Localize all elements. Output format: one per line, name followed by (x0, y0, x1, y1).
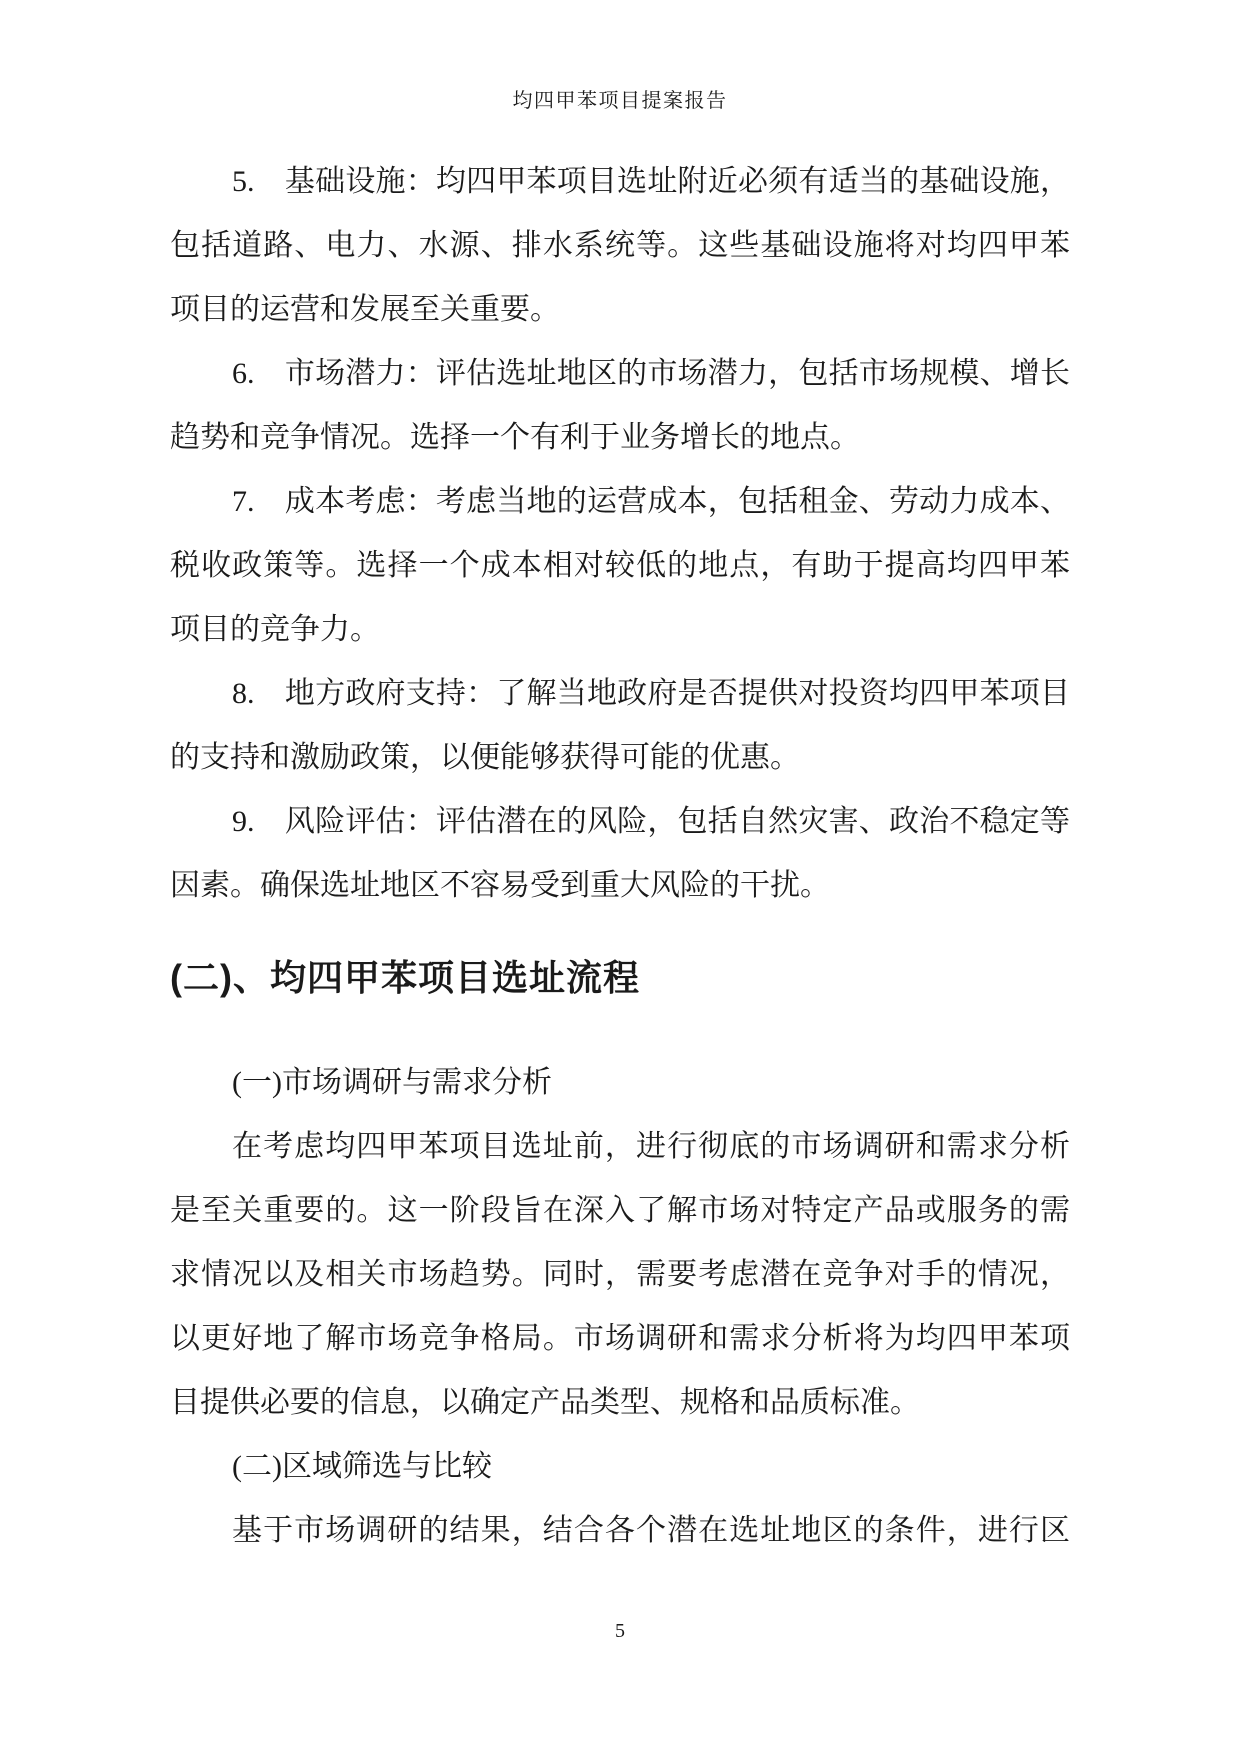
text-line: 项目的运营和发展至关重要。 (170, 293, 560, 326)
text-line: 5. 基础设施：均四甲苯项目选址附近必须有适当的基础设施， (232, 165, 1070, 198)
paragraph (170, 662, 1070, 790)
paragraph (170, 790, 1070, 918)
paragraph (170, 1115, 1070, 1435)
text-line: 目提供必要的信息，以确定产品类型、规格和品质标准。 (170, 1386, 920, 1419)
page-number: 5 (615, 1620, 625, 1642)
text-line: (二)区域筛选与比较 (232, 1450, 492, 1483)
paragraph (170, 1499, 1070, 1563)
text-line: (一)市场调研与需求分析 (232, 1066, 552, 1099)
text-line: 税收政策等。选择一个成本相对较低的地点，有助于提高均四甲苯 (170, 549, 1070, 582)
section-heading: (二)、均四甲苯项目选址流程 (170, 957, 640, 998)
text-line: 在考虑均四甲苯项目选址前，进行彻底的市场调研和需求分析 (232, 1130, 1070, 1163)
paragraph (170, 150, 1070, 342)
text-line: 求情况以及相关市场趋势。同时，需要考虑潜在竞争对手的情况， (170, 1258, 1070, 1291)
text-line: 7. 成本考虑：考虑当地的运营成本，包括租金、劳动力成本、 (232, 485, 1070, 518)
subsection-heading (170, 1051, 1070, 1115)
paragraph (170, 342, 1070, 470)
paragraph (170, 470, 1070, 662)
page-header (0, 84, 1240, 113)
text-line: 趋势和竞争情况。选择一个有利于业务增长的地点。 (170, 421, 860, 454)
text-line: 6. 市场潜力：评估选址地区的市场潜力，包括市场规模、增长 (232, 357, 1070, 390)
text-line: 8. 地方政府支持：了解当地政府是否提供对投资均四甲苯项目 (232, 677, 1070, 710)
text-line: 包括道路、电力、水源、排水系统等。这些基础设施将对均四甲苯 (170, 229, 1070, 262)
text-line: 项目的竞争力。 (170, 613, 380, 646)
text-line: 的支持和激励政策，以便能够获得可能的优惠。 (170, 741, 800, 774)
text-line: 是至关重要的。这一阶段旨在深入了解市场对特定产品或服务的需 (170, 1194, 1070, 1227)
text-line: 因素。确保选址地区不容易受到重大风险的干扰。 (170, 869, 830, 902)
document-body (170, 150, 1070, 1563)
text-line: 以更好地了解市场竞争格局。市场调研和需求分析将为均四甲苯项 (170, 1322, 1070, 1355)
page-header-title: 均四甲苯项目提案报告 (512, 90, 728, 112)
subsection-heading (170, 1435, 1070, 1499)
page-footer (0, 1620, 1240, 1643)
text-line: 基于市场调研的结果，结合各个潜在选址地区的条件，进行区 (232, 1514, 1070, 1547)
text-line: 9. 风险评估：评估潜在的风险，包括自然灾害、政治不稳定等 (232, 805, 1070, 838)
